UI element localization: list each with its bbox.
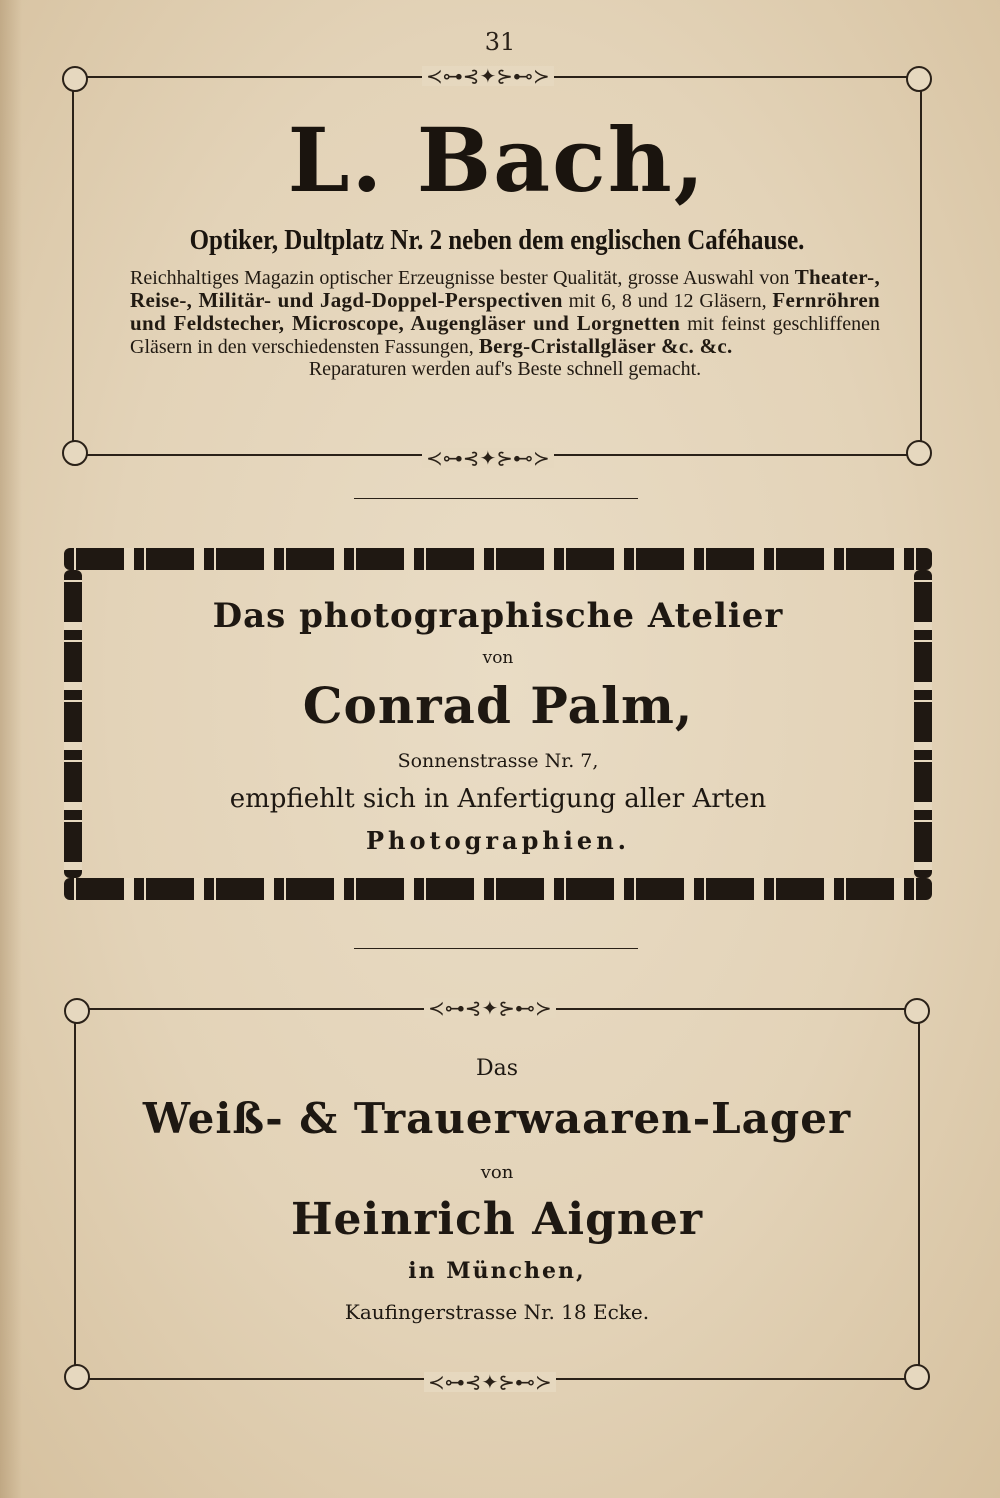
body-bold-text: Fernröhren und Feldstecher, Microscope, Augengläser und Lorgnetten — [130, 288, 880, 335]
advertiser-name: Heinrich Aigner — [290, 1194, 704, 1245]
advertiser-address: Kaufingerstrasse Nr. 18 Ecke. — [344, 1300, 650, 1324]
advertiser-city: in München, — [408, 1258, 586, 1284]
ad-l-bach — [62, 64, 932, 470]
corner-ornament-icon — [904, 998, 930, 1024]
ad-title: Das photographische Atelier — [212, 596, 784, 636]
scroll-ornament-icon: ≺⊶⊰✦⊱⊷≻ — [424, 998, 556, 1018]
advertiser-name: Conrad Palm, — [302, 676, 694, 735]
page-gutter-shadow — [0, 0, 22, 1498]
section-divider — [354, 498, 638, 499]
advertiser-subtitle: Optiker, Dultplatz Nr. 2 neben dem englischen Caféhause. — [189, 224, 805, 256]
corner-ornament-icon — [62, 66, 88, 92]
chain-border-bottom — [64, 878, 932, 900]
scroll-ornament-icon: ≺⊶⊰✦⊱⊷≻ — [422, 66, 554, 86]
advertiser-name: L. Bach, — [287, 108, 707, 212]
section-divider — [354, 948, 638, 949]
corner-ornament-icon — [906, 66, 932, 92]
body-text: Reichhaltiges Magazin optischer Erzeugnisse bester Qualität, grosse Auswahl von — [130, 267, 795, 289]
ad-body-text — [130, 266, 880, 380]
scroll-ornament-icon: ≺⊶⊰✦⊱⊷≻ — [422, 448, 554, 468]
chain-border-top — [64, 548, 932, 570]
page-number: 31 — [484, 28, 516, 56]
ad-closing-line: Reparaturen werden auf's Beste schnell gemacht. — [308, 358, 702, 380]
ad-heinrich-aigner — [64, 996, 930, 1394]
corner-ornament-icon — [906, 440, 932, 466]
body-text: mit 6, 8 und 12 Gläsern, — [562, 290, 773, 312]
ad-product: Photographien. — [366, 826, 630, 855]
corner-ornament-icon — [904, 1364, 930, 1390]
ad-recommendation: empfiehlt sich in Anfertigung aller Arten — [229, 784, 767, 814]
ad-von: von — [482, 648, 514, 668]
scroll-ornament-icon: ≺⊶⊰✦⊱⊷≻ — [424, 1372, 556, 1392]
corner-ornament-icon — [64, 1364, 90, 1390]
advertiser-address: Sonnenstrasse Nr. 7, — [397, 750, 599, 772]
ad-article: Das — [475, 1056, 519, 1081]
corner-ornament-icon — [62, 440, 88, 466]
ad-von: von — [480, 1162, 514, 1183]
body-text: mit feinst geschliffenen Gläsern in den verschiedensten Fassungen, — [130, 313, 880, 358]
body-bold-text: Theater-, Reise-, Militär- und Jagd-Doppel-Perspectiven — [130, 265, 880, 312]
ad-title: Weiß- & Trauerwaaren-Lager — [142, 1094, 852, 1143]
corner-ornament-icon — [64, 998, 90, 1024]
ad-conrad-palm — [64, 548, 932, 900]
body-bold-text: Berg-Cristallgläser &c. &c. — [478, 334, 733, 358]
